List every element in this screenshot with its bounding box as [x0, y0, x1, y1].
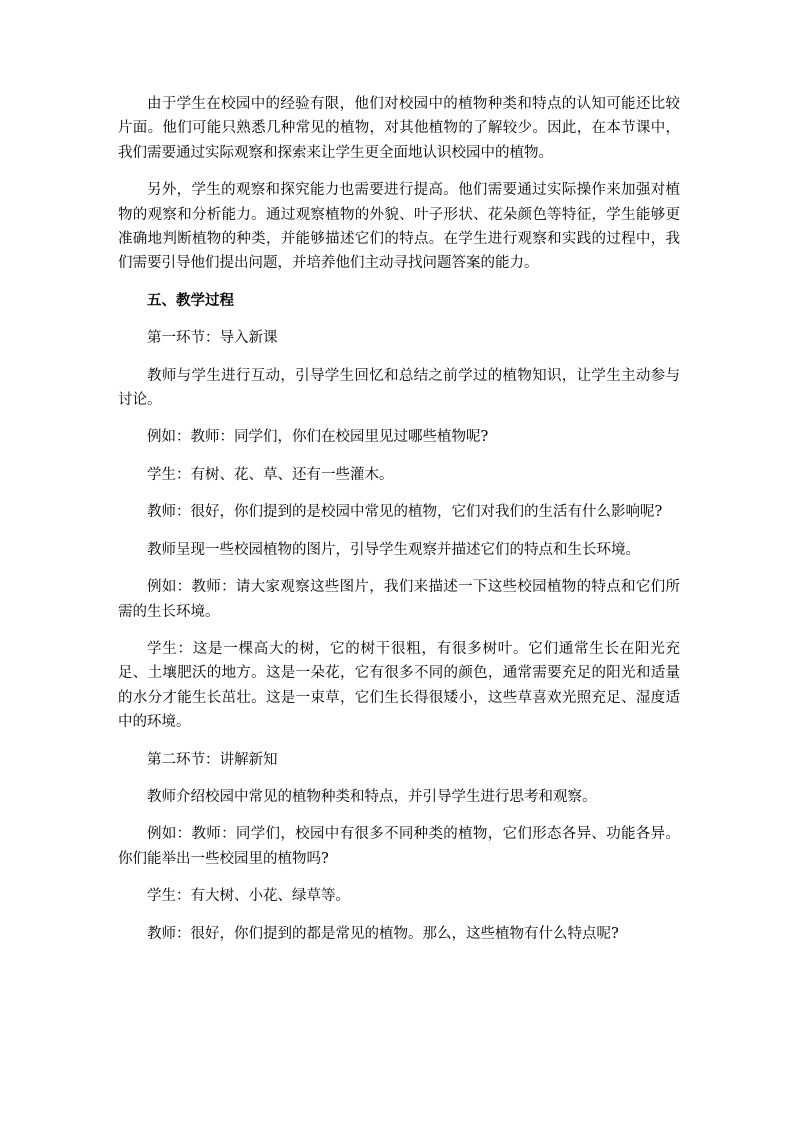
step-heading-intro: 第一环节：导入新课	[147, 330, 278, 347]
paragraph-introduce-plants: 教师介绍校园中常见的植物种类和特点，并引导学生进行思考和观察。	[147, 788, 597, 805]
paragraph-student-experience: 由于学生在校园中的经验有限，他们对校园中的植物种类和特点的认知可能还比较片面。他们可能只熟悉几种常见的植物，对其他植物的了解较少。因此，在本节课中，我们需要通过实际观察和探索来让学生更全面地认识校园中的植物。	[118, 96, 680, 161]
paragraph-observation-ability: 另外，学生的观察和探究能力也需要进行提高。他们需要通过实际操作来加强对植物的观察和分析能力。通过观察植物的外貌、叶子形状、花朵颜色等特征，学生能够更准确地判断植物的种类，并能够描述它们的特点。在学生进行观察和实践的过程中，我们需要引导他们提出问题，并培养他们主动寻找问题答案的能力。	[118, 182, 680, 272]
dialogue-student-3: 学生：有大树、小花、绿草等。	[147, 888, 350, 905]
paragraph-pictures: 教师呈现一些校园植物的图片，引导学生观察并描述它们的特点和生长环境。	[147, 541, 640, 558]
dialogue-student-1: 学生：有树、花、草、还有一些灌木。	[147, 466, 394, 483]
dialogue-teacher-3: 例如：教师：请大家观察这些图片，我们来描述一下这些校园植物的特点和它们所需的生长环境。	[118, 579, 680, 620]
dialogue-teacher-2: 教师：很好，你们提到的是校园中常见的植物，它们对我们的生活有什么影响呢?	[147, 504, 663, 521]
dialogue-teacher-5: 教师：很好，你们提到的都是常见的植物。那么，这些植物有什么特点呢?	[147, 925, 619, 942]
document-body	[118, 92, 680, 959]
step-heading-new-knowledge: 第二环节：讲解新知	[147, 751, 278, 768]
dialogue-teacher-4: 例如：教师：同学们，校园中有很多不同种类的植物，它们形态各异、功能各异。你们能举出一些校园里的植物吗?	[118, 826, 680, 867]
paragraph-interaction: 教师与学生进行互动，引导学生回忆和总结之前学过的植物知识，让学生主动参与讨论。	[118, 367, 680, 409]
dialogue-student-2: 学生：这是一棵高大的树，它的树干很粗，有很多树叶。它们通常生长在阳光充足、土壤肥沃的地方。这是一朵花，它有很多不同的颜色，通常需要充足的阳光和适量的水分才能生长茁壮。这是一束草，它们生长得很矮小，这些草喜欢光照充足、湿度适中的环境。	[118, 640, 680, 731]
section-heading-teaching-process: 五、教学过程	[147, 291, 234, 309]
dialogue-teacher-1: 例如：教师：同学们，你们在校园里见过哪些植物呢?	[147, 429, 489, 446]
